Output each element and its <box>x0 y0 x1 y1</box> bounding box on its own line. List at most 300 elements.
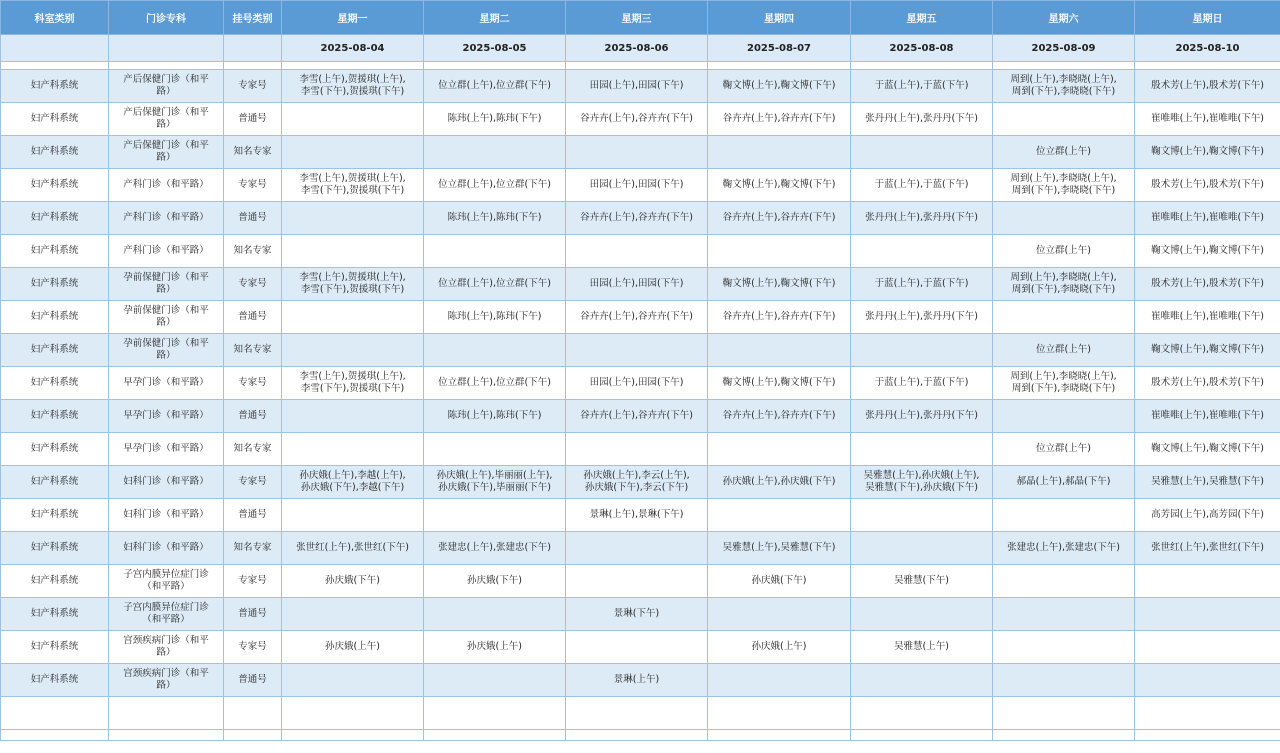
cell-text: 吴雅慧(下午) <box>894 575 949 586</box>
wednesday-cell <box>566 70 708 103</box>
cell-text: 妇产科系统 <box>30 311 79 322</box>
cell-text: 谷卉卉(上午),谷卉卉(下午) <box>722 212 836 223</box>
cell-text: 位立群(上午),位立群(下午) <box>438 278 551 289</box>
cell-text: 妇产科系统 <box>30 509 79 520</box>
saturday-cell <box>993 466 1135 499</box>
friday-cell <box>851 268 993 301</box>
thursday-cell <box>708 598 851 631</box>
cell-text: 位立群(上午) <box>1036 245 1091 256</box>
table-row <box>1 202 1280 235</box>
monday-cell <box>282 400 424 433</box>
cell-text: 殷术芳(上午),殷术芳(下午) <box>1151 179 1264 190</box>
sunday-cell <box>1135 532 1280 565</box>
monday-cell <box>282 301 424 334</box>
friday-cell <box>851 301 993 334</box>
department-cell <box>1 235 109 268</box>
department-cell <box>1 202 109 235</box>
table-header <box>1 1 1280 62</box>
table-body <box>1 62 1280 741</box>
wednesday-cell <box>566 466 708 499</box>
sunday-cell <box>1135 400 1280 433</box>
tuesday-cell <box>424 565 566 598</box>
empty-cell <box>282 730 424 741</box>
empty-cell <box>851 697 993 730</box>
saturday-cell <box>993 334 1135 367</box>
table-row <box>1 664 1280 697</box>
sunday-cell <box>1135 565 1280 598</box>
cell-text: 宫颈疾病门诊（和平 路） <box>123 635 209 658</box>
tuesday-cell <box>424 136 566 169</box>
cell-text: 田园(上午),田园(下午) <box>589 377 684 388</box>
cell-text: 吴雅慧(上午),吴雅慧(下午) <box>1151 476 1264 487</box>
cell-text: 普通号 <box>238 509 267 520</box>
sunday-cell <box>1135 598 1280 631</box>
monday-cell <box>282 367 424 400</box>
table-row <box>1 367 1280 400</box>
saturday-cell <box>993 301 1135 334</box>
registration-type-cell <box>224 334 282 367</box>
department-cell <box>1 334 109 367</box>
cell-text: 于蓝(上午),于蓝(下午) <box>874 80 969 91</box>
cell-text: 位立群(上午),位立群(下午) <box>438 179 551 190</box>
department-cell <box>1 268 109 301</box>
saturday-cell <box>993 565 1135 598</box>
cell-text: 知名专家 <box>233 146 272 157</box>
cell-text: 鞠文博(上午),鞠文博(下午) <box>1151 245 1264 256</box>
friday-cell <box>851 664 993 697</box>
table-row <box>1 136 1280 169</box>
header-registration-type: 挂号类别 <box>224 1 282 35</box>
clinic-cell <box>109 301 224 334</box>
clinic-cell <box>109 400 224 433</box>
clinic-cell <box>109 664 224 697</box>
cell-text: 鞠文博(上午),鞠文博(下午) <box>722 80 836 91</box>
cell-text: 专家号 <box>238 179 267 190</box>
cell-text: 陈玮(上午),陈玮(下午) <box>447 311 542 322</box>
cell-text: 崔唯唯(上午),崔唯唯(下午) <box>1151 311 1264 322</box>
saturday-cell <box>993 136 1135 169</box>
cell-text: 孙庆娥(上午),孙庆娥(下午) <box>722 476 836 487</box>
registration-type-cell <box>224 169 282 202</box>
date-cell <box>224 35 282 62</box>
date-tuesday: 2025-08-05 <box>424 35 566 62</box>
monday-cell <box>282 202 424 235</box>
clinic-cell <box>109 136 224 169</box>
tuesday-cell <box>424 70 566 103</box>
empty-cell <box>224 697 282 730</box>
cell-text: 崔唯唯(上午),崔唯唯(下午) <box>1151 410 1264 421</box>
cell-text: 鞠文博(上午),鞠文博(下午) <box>722 278 836 289</box>
friday-cell <box>851 169 993 202</box>
empty-cell <box>424 697 566 730</box>
friday-cell <box>851 433 993 466</box>
cell-text: 孕前保健门诊（和平 路） <box>123 305 209 328</box>
registration-type-cell <box>224 70 282 103</box>
cell-text: 妇科门诊（和平路） <box>123 542 209 553</box>
wednesday-cell <box>566 235 708 268</box>
empty-cell <box>424 730 566 741</box>
tuesday-cell <box>424 532 566 565</box>
saturday-cell <box>993 499 1135 532</box>
header-sunday: 星期日 <box>1135 1 1280 35</box>
tuesday-cell <box>424 400 566 433</box>
empty-cell <box>993 697 1135 730</box>
sunday-cell <box>1135 433 1280 466</box>
cell-text: 谷卉卉(上午),谷卉卉(下午) <box>722 113 836 124</box>
registration-type-cell <box>224 301 282 334</box>
spacer-row <box>1 62 1280 70</box>
cell-text: 谷卉卉(上午),谷卉卉(下午) <box>580 212 693 223</box>
department-cell <box>1 433 109 466</box>
friday-cell <box>851 499 993 532</box>
saturday-cell <box>993 664 1135 697</box>
tuesday-cell <box>424 301 566 334</box>
cell-text: 妇产科系统 <box>30 212 79 223</box>
department-cell <box>1 631 109 664</box>
cell-text: 孕前保健门诊（和平 路） <box>123 338 209 361</box>
thursday-cell <box>708 664 851 697</box>
monday-cell <box>282 565 424 598</box>
sunday-cell <box>1135 202 1280 235</box>
registration-type-cell <box>224 103 282 136</box>
thursday-cell <box>708 631 851 664</box>
wednesday-cell <box>566 631 708 664</box>
cell-text: 张丹丹(上午),张丹丹(下午) <box>865 212 978 223</box>
sunday-cell <box>1135 466 1280 499</box>
cell-text: 吴雅慧(上午),孙庆娥(上午), 吴雅慧(下午),孙庆娥(下午) <box>863 470 980 493</box>
date-cell <box>1 35 109 62</box>
cell-text: 孕前保健门诊（和平 路） <box>123 272 209 295</box>
table-row <box>1 565 1280 598</box>
cell-text: 妇产科系统 <box>30 344 79 355</box>
thursday-cell <box>708 202 851 235</box>
monday-cell <box>282 70 424 103</box>
clinic-cell <box>109 202 224 235</box>
tuesday-cell <box>424 235 566 268</box>
cell-text: 孙庆娥(下午) <box>325 575 380 586</box>
wednesday-cell <box>566 268 708 301</box>
cell-text: 孙庆娥(上午) <box>467 641 522 652</box>
cell-text: 妇产科系统 <box>30 443 79 454</box>
registration-type-cell <box>224 400 282 433</box>
thursday-cell <box>708 367 851 400</box>
monday-cell <box>282 433 424 466</box>
clinic-cell <box>109 433 224 466</box>
friday-cell <box>851 103 993 136</box>
date-row <box>1 35 1280 62</box>
wednesday-cell <box>566 169 708 202</box>
table-row <box>1 433 1280 466</box>
clinic-cell <box>109 268 224 301</box>
friday-cell <box>851 400 993 433</box>
clinic-cell <box>109 565 224 598</box>
monday-cell <box>282 235 424 268</box>
cell-text: 张丹丹(上午),张丹丹(下午) <box>865 410 978 421</box>
cell-text: 孙庆娥(上午),李云(上午), 孙庆娥(下午),李云(下午) <box>583 470 690 493</box>
empty-cell <box>566 730 708 741</box>
cell-text: 妇产科系统 <box>30 575 79 586</box>
spacer-cell <box>224 62 282 70</box>
registration-type-cell <box>224 466 282 499</box>
department-cell <box>1 400 109 433</box>
cell-text: 于蓝(上午),于蓝(下午) <box>874 179 969 190</box>
department-cell <box>1 499 109 532</box>
clinic-cell <box>109 631 224 664</box>
spacer-cell <box>424 62 566 70</box>
cell-text: 鞠文博(上午),鞠文博(下午) <box>1151 443 1264 454</box>
clinic-cell <box>109 367 224 400</box>
wednesday-cell <box>566 565 708 598</box>
saturday-cell <box>993 433 1135 466</box>
thursday-cell <box>708 169 851 202</box>
cell-text: 普通号 <box>238 608 267 619</box>
registration-type-cell <box>224 202 282 235</box>
friday-cell <box>851 70 993 103</box>
department-cell <box>1 70 109 103</box>
cell-text: 殷术芳(上午),殷术芳(下午) <box>1151 278 1264 289</box>
cell-text: 妇产科系统 <box>30 146 79 157</box>
cell-text: 张世红(上午),张世红(下午) <box>1151 542 1264 553</box>
wednesday-cell <box>566 136 708 169</box>
wednesday-cell <box>566 532 708 565</box>
tuesday-cell <box>424 367 566 400</box>
cell-text: 位立群(上午),位立群(下午) <box>438 377 551 388</box>
header-monday: 星期一 <box>282 1 424 35</box>
cell-text: 产科门诊（和平路） <box>123 179 209 190</box>
clinic-cell <box>109 499 224 532</box>
table-row <box>1 235 1280 268</box>
friday-cell <box>851 598 993 631</box>
saturday-cell <box>993 202 1135 235</box>
empty-row <box>1 697 1280 730</box>
header-thursday: 星期四 <box>708 1 851 35</box>
cell-text: 妇科门诊（和平路） <box>123 509 209 520</box>
tuesday-cell <box>424 598 566 631</box>
saturday-cell <box>993 268 1135 301</box>
empty-cell <box>224 730 282 741</box>
cell-text: 崔唯唯(上午),崔唯唯(下午) <box>1151 212 1264 223</box>
wednesday-cell <box>566 598 708 631</box>
monday-cell <box>282 169 424 202</box>
empty-cell <box>993 730 1135 741</box>
wednesday-cell <box>566 433 708 466</box>
thursday-cell <box>708 268 851 301</box>
clinic-cell <box>109 598 224 631</box>
cell-text: 殷术芳(上午),殷术芳(下午) <box>1151 377 1264 388</box>
cell-text: 谷卉卉(上午),谷卉卉(下午) <box>580 113 693 124</box>
sunday-cell <box>1135 268 1280 301</box>
cell-text: 陈玮(上午),陈玮(下午) <box>447 212 542 223</box>
empty-row <box>1 730 1280 741</box>
sunday-cell <box>1135 103 1280 136</box>
cell-text: 妇产科系统 <box>30 608 79 619</box>
cell-text: 产后保健门诊（和平 路） <box>123 140 209 163</box>
friday-cell <box>851 565 993 598</box>
cell-text: 李雪(上午),贺援琪(上午), 李雪(下午),贺援琪(下午) <box>299 272 406 295</box>
header-tuesday: 星期二 <box>424 1 566 35</box>
table-row <box>1 169 1280 202</box>
cell-text: 位立群(上午) <box>1036 146 1091 157</box>
thursday-cell <box>708 70 851 103</box>
wednesday-cell <box>566 334 708 367</box>
cell-text: 李雪(上午),贺援琪(上午), 李雪(下午),贺援琪(下午) <box>299 74 406 97</box>
department-cell <box>1 532 109 565</box>
spacer-cell <box>566 62 708 70</box>
cell-text: 周到(上午),李晓晓(上午), 周到(下午),李晓晓(下午) <box>1010 371 1117 394</box>
date-friday: 2025-08-08 <box>851 35 993 62</box>
clinic-cell <box>109 466 224 499</box>
cell-text: 产后保健门诊（和平 路） <box>123 107 209 130</box>
table-row <box>1 103 1280 136</box>
cell-text: 崔唯唯(上午),崔唯唯(下午) <box>1151 113 1264 124</box>
cell-text: 妇产科系统 <box>30 674 79 685</box>
cell-text: 位立群(上午) <box>1036 344 1091 355</box>
monday-cell <box>282 268 424 301</box>
cell-text: 普通号 <box>238 674 267 685</box>
saturday-cell <box>993 532 1135 565</box>
wednesday-cell <box>566 103 708 136</box>
spacer-cell <box>851 62 993 70</box>
department-cell <box>1 367 109 400</box>
sunday-cell <box>1135 136 1280 169</box>
saturday-cell <box>993 598 1135 631</box>
department-cell <box>1 664 109 697</box>
cell-text: 张建忠(上午),张建忠(下午) <box>438 542 551 553</box>
sunday-cell <box>1135 664 1280 697</box>
cell-text: 专家号 <box>238 575 267 586</box>
header-saturday: 星期六 <box>993 1 1135 35</box>
thursday-cell <box>708 136 851 169</box>
empty-cell <box>566 697 708 730</box>
date-sunday: 2025-08-10 <box>1135 35 1280 62</box>
empty-cell <box>109 730 224 741</box>
saturday-cell <box>993 70 1135 103</box>
cell-text: 妇产科系统 <box>30 542 79 553</box>
table-row <box>1 268 1280 301</box>
cell-text: 张建忠(上午),张建忠(下午) <box>1007 542 1120 553</box>
cell-text: 普通号 <box>238 410 267 421</box>
registration-type-cell <box>224 367 282 400</box>
cell-text: 周到(上午),李晓晓(上午), 周到(下午),李晓晓(下午) <box>1010 74 1117 97</box>
cell-text: 张世红(上午),张世红(下午) <box>296 542 409 553</box>
spacer-cell <box>1 62 109 70</box>
monday-cell <box>282 103 424 136</box>
cell-text: 妇产科系统 <box>30 476 79 487</box>
clinic-cell <box>109 169 224 202</box>
department-cell <box>1 136 109 169</box>
cell-text: 景琳(下午) <box>613 608 660 619</box>
cell-text: 鞠文博(上午),鞠文博(下午) <box>1151 344 1264 355</box>
cell-text: 子宫内膜异位症门诊 （和平路） <box>123 569 209 592</box>
cell-text: 普通号 <box>238 212 267 223</box>
department-cell <box>1 598 109 631</box>
monday-cell <box>282 466 424 499</box>
date-cell <box>109 35 224 62</box>
cell-text: 吴雅慧(上午) <box>894 641 949 652</box>
cell-text: 孙庆娥(上午),李越(上午), 孙庆娥(下午),李越(下午) <box>299 470 406 493</box>
cell-text: 知名专家 <box>233 245 272 256</box>
friday-cell <box>851 202 993 235</box>
cell-text: 田园(上午),田园(下午) <box>589 278 684 289</box>
cell-text: 妇科门诊（和平路） <box>123 476 209 487</box>
spacer-cell <box>993 62 1135 70</box>
department-cell <box>1 301 109 334</box>
cell-text: 殷术芳(上午),殷术芳(下午) <box>1151 80 1264 91</box>
date-monday: 2025-08-04 <box>282 35 424 62</box>
tuesday-cell <box>424 103 566 136</box>
cell-text: 产科门诊（和平路） <box>123 212 209 223</box>
tuesday-cell <box>424 268 566 301</box>
cell-text: 谷卉卉(上午),谷卉卉(下午) <box>580 410 693 421</box>
empty-cell <box>1135 697 1280 730</box>
cell-text: 位立群(上午),位立群(下午) <box>438 80 551 91</box>
cell-text: 位立群(上午) <box>1036 443 1091 454</box>
saturday-cell <box>993 367 1135 400</box>
cell-text: 专家号 <box>238 377 267 388</box>
cell-text: 陈玮(上午),陈玮(下午) <box>447 113 542 124</box>
header-wednesday: 星期三 <box>566 1 708 35</box>
cell-text: 妇产科系统 <box>30 410 79 421</box>
wednesday-cell <box>566 400 708 433</box>
header-clinic: 门诊专科 <box>109 1 224 35</box>
monday-cell <box>282 664 424 697</box>
department-cell <box>1 169 109 202</box>
registration-type-cell <box>224 268 282 301</box>
friday-cell <box>851 235 993 268</box>
tuesday-cell <box>424 202 566 235</box>
spacer-cell <box>282 62 424 70</box>
saturday-cell <box>993 103 1135 136</box>
cell-text: 景琳(上午),景琳(下午) <box>589 509 684 520</box>
cell-text: 普通号 <box>238 113 267 124</box>
cell-text: 妇产科系统 <box>30 377 79 388</box>
clinic-cell <box>109 235 224 268</box>
spacer-cell <box>708 62 851 70</box>
friday-cell <box>851 466 993 499</box>
cell-text: 妇产科系统 <box>30 113 79 124</box>
cell-text: 产后保健门诊（和平 路） <box>123 74 209 97</box>
cell-text: 妇产科系统 <box>30 278 79 289</box>
cell-text: 妇产科系统 <box>30 641 79 652</box>
empty-cell <box>282 697 424 730</box>
monday-cell <box>282 334 424 367</box>
sunday-cell <box>1135 301 1280 334</box>
tuesday-cell <box>424 631 566 664</box>
registration-type-cell <box>224 136 282 169</box>
cell-text: 谷卉卉(上午),谷卉卉(下午) <box>722 311 836 322</box>
wednesday-cell <box>566 301 708 334</box>
sunday-cell <box>1135 169 1280 202</box>
sunday-cell <box>1135 235 1280 268</box>
cell-text: 郝晶(上午),郝晶(下午) <box>1016 476 1111 487</box>
saturday-cell <box>993 631 1135 664</box>
saturday-cell <box>993 169 1135 202</box>
thursday-cell <box>708 235 851 268</box>
sunday-cell <box>1135 499 1280 532</box>
clinic-cell <box>109 70 224 103</box>
thursday-cell <box>708 565 851 598</box>
friday-cell <box>851 367 993 400</box>
spacer-cell <box>1135 62 1280 70</box>
friday-cell <box>851 136 993 169</box>
registration-type-cell <box>224 598 282 631</box>
cell-text: 孙庆娥(下午) <box>751 575 807 586</box>
friday-cell <box>851 631 993 664</box>
cell-text: 李雪(上午),贺援琪(上午), 李雪(下午),贺援琪(下午) <box>299 173 406 196</box>
registration-type-cell <box>224 499 282 532</box>
date-saturday: 2025-08-09 <box>993 35 1135 62</box>
header-friday: 星期五 <box>851 1 993 35</box>
